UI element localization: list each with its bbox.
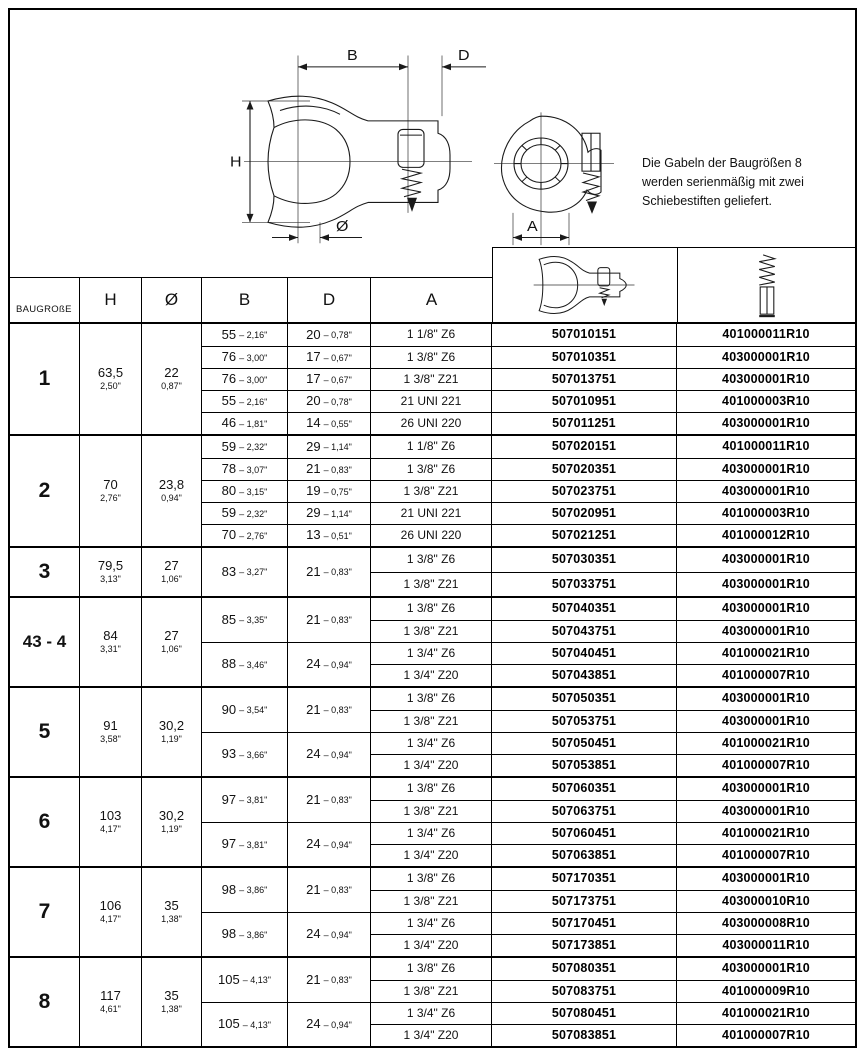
- part-number-cell: 507050351: [492, 688, 677, 710]
- d-cell: 13 – 0,51": [288, 524, 371, 546]
- a-cell: 1 3/4" Z20: [371, 664, 492, 686]
- a-cell: 21 UNI 221: [371, 502, 492, 524]
- size-group-3: [10, 548, 855, 598]
- yoke-end-view-drawing: [502, 116, 601, 212]
- a-cell: 1 3/8" Z6: [371, 598, 492, 620]
- size-group-7: [10, 868, 855, 958]
- h-cell: 117 4,61": [80, 958, 142, 1046]
- part-number-cell: 507030351: [492, 548, 677, 572]
- dia-cell: 35 1,38": [142, 958, 202, 1046]
- part-number-cell: 507011251: [492, 412, 677, 434]
- spring-drawing: [402, 169, 421, 196]
- b-cell: 93 – 3,66": [202, 732, 288, 776]
- col-header-pin: [677, 247, 855, 322]
- b-cell: 105 – 4,13": [202, 958, 288, 1002]
- a-cell: 1 3/4" Z6: [371, 822, 492, 844]
- size-cell: 6: [10, 778, 80, 866]
- dim-label-b: B: [347, 47, 358, 65]
- col-header-diameter: [142, 247, 202, 322]
- dia-cell: 30,2 1,19": [142, 688, 202, 776]
- b-cell: 80 – 3,15": [202, 480, 288, 502]
- dim-label-d: D: [457, 47, 470, 65]
- part-number-cell: 507063851: [492, 844, 677, 866]
- pin-number-cell: 403000001R10: [677, 368, 855, 390]
- a-cell: 1 3/8" Z6: [371, 458, 492, 480]
- d-cell: 20 – 0,78": [288, 324, 371, 346]
- col-header-diameter-label: Ø: [142, 277, 202, 322]
- a-cell: 26 UNI 220: [371, 412, 492, 434]
- dia-cell: 35 1,38": [142, 868, 202, 956]
- col-header-h-label: H: [80, 277, 142, 322]
- size-group-43-4: [10, 598, 855, 688]
- part-number-cell: 507010351: [492, 346, 677, 368]
- d-cell: 29 – 1,14": [288, 436, 371, 458]
- page-frame: [8, 8, 857, 1048]
- pin-number-cell: 401000007R10: [677, 844, 855, 866]
- size-cell: 43 - 4: [10, 598, 80, 686]
- pin-number-cell: 403000001R10: [677, 710, 855, 732]
- note-line-3: Schiebestiften geliefert.: [642, 193, 772, 208]
- a-cell: 1 3/8" Z21: [371, 480, 492, 502]
- col-header-d-label: D: [288, 277, 371, 322]
- a-cell: 1 3/8" Z6: [371, 688, 492, 710]
- pin-number-cell: 401000009R10: [677, 980, 855, 1002]
- b-cell: 98 – 3,86": [202, 912, 288, 956]
- a-cell: 1 3/8" Z6: [371, 778, 492, 800]
- d-cell: 21 – 0,83": [288, 688, 371, 732]
- part-number-cell: 507053851: [492, 754, 677, 776]
- b-cell: 83 – 3,27": [202, 548, 288, 596]
- part-number-cell: 507173751: [492, 890, 677, 912]
- part-number-cell: 507060451: [492, 822, 677, 844]
- a-cell: 1 3/4" Z6: [371, 732, 492, 754]
- part-number-cell: 507013751: [492, 368, 677, 390]
- col-header-h: [80, 247, 142, 322]
- dim-label-diameter: Ø: [336, 218, 349, 235]
- size-cell: 2: [10, 436, 80, 546]
- part-number-cell: 507083751: [492, 980, 677, 1002]
- d-cell: 24 – 0,94": [288, 1002, 371, 1046]
- dia-cell: 22 0,87": [142, 324, 202, 434]
- pin-number-cell: 403000001R10: [677, 958, 855, 980]
- b-cell: 98 – 3,86": [202, 868, 288, 912]
- d-cell: 21 – 0,83": [288, 778, 371, 822]
- part-number-cell: 507080451: [492, 1002, 677, 1024]
- pin-number-cell: 403000001R10: [677, 412, 855, 434]
- a-cell: 1 3/8" Z6: [371, 548, 492, 572]
- h-cell: 63,5 2,50": [80, 324, 142, 434]
- part-number-cell: 507173851: [492, 934, 677, 956]
- pin-number-cell: 403000001R10: [677, 620, 855, 642]
- table-header: [10, 247, 855, 324]
- size-group-1: [10, 324, 855, 436]
- dia-cell: 30,2 1,19": [142, 778, 202, 866]
- pin-number-cell: 403000001R10: [677, 868, 855, 890]
- d-cell: 24 – 0,94": [288, 732, 371, 776]
- part-number-cell: 507050451: [492, 732, 677, 754]
- part-number-cell: 507010151: [492, 324, 677, 346]
- pin-number-cell: 401000021R10: [677, 642, 855, 664]
- a-cell: 1 3/8" Z21: [371, 620, 492, 642]
- part-number-cell: 507023751: [492, 480, 677, 502]
- pin-number-cell: 403000001R10: [677, 598, 855, 620]
- size-group-8: [10, 958, 855, 1046]
- dim-label-h: H: [229, 153, 242, 171]
- part-number-cell: 507020951: [492, 502, 677, 524]
- a-cell: 1 3/8" Z21: [371, 710, 492, 732]
- a-cell: 1 3/8" Z6: [371, 958, 492, 980]
- col-header-baugrosse-label: BAUGROßE: [10, 277, 80, 322]
- pin-number-cell: 401000007R10: [677, 664, 855, 686]
- a-cell: 1 3/4" Z6: [371, 912, 492, 934]
- h-cell: 106 4,17": [80, 868, 142, 956]
- pin-number-cell: 403000001R10: [677, 778, 855, 800]
- b-cell: 90 – 3,54": [202, 688, 288, 732]
- note-line-1: Die Gabeln der Baugrößen 8: [642, 156, 802, 170]
- pin-number-cell: 401000012R10: [677, 524, 855, 546]
- a-cell: 1 3/4" Z20: [371, 844, 492, 866]
- size-group-2: [10, 436, 855, 548]
- b-cell: 70 – 2,76": [202, 524, 288, 546]
- pin-number-cell: 401000011R10: [677, 324, 855, 346]
- size-cell: 1: [10, 324, 80, 434]
- d-cell: 17 – 0,67": [288, 346, 371, 368]
- d-cell: 14 – 0,55": [288, 412, 371, 434]
- drawing-area: [10, 10, 855, 247]
- d-cell: 24 – 0,94": [288, 822, 371, 866]
- b-cell: 55 – 2,16": [202, 324, 288, 346]
- col-header-yoke: [492, 247, 677, 322]
- pin-number-cell: 403000001R10: [677, 480, 855, 502]
- d-cell: 21 – 0,83": [288, 548, 371, 596]
- part-number-cell: 507043751: [492, 620, 677, 642]
- part-number-cell: 507040451: [492, 642, 677, 664]
- yoke-technical-drawing: [10, 10, 855, 247]
- col-header-d: [288, 247, 371, 322]
- col-header-baugrosse: [10, 247, 80, 322]
- a-cell: 1 3/8" Z6: [371, 868, 492, 890]
- col-header-b-label: B: [202, 277, 288, 322]
- d-cell: 21 – 0,83": [288, 868, 371, 912]
- d-cell: 21 – 0,83": [288, 958, 371, 1002]
- dia-cell: 27 1,06": [142, 598, 202, 686]
- a-cell: 1 1/8" Z6: [371, 324, 492, 346]
- pin-number-cell: 403000011R10: [677, 934, 855, 956]
- part-number-cell: 507170451: [492, 912, 677, 934]
- part-number-cell: 507083851: [492, 1024, 677, 1046]
- b-cell: 105 – 4,13": [202, 1002, 288, 1046]
- a-cell: 1 3/4" Z20: [371, 1024, 492, 1046]
- pin-number-cell: 401000003R10: [677, 502, 855, 524]
- h-cell: 70 2,76": [80, 436, 142, 546]
- pin-number-cell: 401000011R10: [677, 436, 855, 458]
- pin-number-cell: 401000021R10: [677, 822, 855, 844]
- d-cell: 17 – 0,67": [288, 368, 371, 390]
- b-cell: 88 – 3,46": [202, 642, 288, 686]
- col-header-a: [371, 247, 492, 322]
- a-cell: 21 UNI 221: [371, 390, 492, 412]
- d-cell: 24 – 0,94": [288, 642, 371, 686]
- pin-number-cell: 403000001R10: [677, 800, 855, 822]
- d-cell: 21 – 0,83": [288, 598, 371, 642]
- part-number-cell: 507060351: [492, 778, 677, 800]
- pin-number-cell: 401000003R10: [677, 390, 855, 412]
- d-cell: 21 – 0,83": [288, 458, 371, 480]
- part-number-cell: 507040351: [492, 598, 677, 620]
- note-text: [642, 154, 847, 210]
- h-cell: 91 3,58": [80, 688, 142, 776]
- d-cell: 24 – 0,94": [288, 912, 371, 956]
- pin-number-cell: 403000001R10: [677, 688, 855, 710]
- pin-number-cell: 403000001R10: [677, 346, 855, 368]
- b-cell: 59 – 2,32": [202, 502, 288, 524]
- h-cell: 84 3,31": [80, 598, 142, 686]
- dia-cell: 23,8 0,94": [142, 436, 202, 546]
- a-cell: 1 3/4" Z6: [371, 1002, 492, 1024]
- size-cell: 3: [10, 548, 80, 596]
- pin-number-cell: 403000001R10: [677, 548, 855, 572]
- size-group-6: [10, 778, 855, 868]
- a-cell: 26 UNI 220: [371, 524, 492, 546]
- b-cell: 55 – 2,16": [202, 390, 288, 412]
- h-cell: 79,5 3,13": [80, 548, 142, 596]
- a-cell: 1 3/8" Z21: [371, 368, 492, 390]
- part-number-cell: 507170351: [492, 868, 677, 890]
- b-cell: 59 – 2,32": [202, 436, 288, 458]
- col-header-a-label: A: [371, 277, 492, 322]
- yoke-icon: [530, 252, 640, 318]
- spring-pin-icon: [754, 250, 780, 320]
- a-cell: 1 3/4" Z6: [371, 642, 492, 664]
- a-cell: 1 3/8" Z21: [371, 980, 492, 1002]
- pin-number-cell: 401000007R10: [677, 1024, 855, 1046]
- dia-cell: 27 1,06": [142, 548, 202, 596]
- a-cell: 1 3/4" Z20: [371, 934, 492, 956]
- size-group-5: [10, 688, 855, 778]
- part-number-cell: 507080351: [492, 958, 677, 980]
- a-cell: 1 3/4" Z20: [371, 754, 492, 776]
- pin-number-cell: 403000008R10: [677, 912, 855, 934]
- d-cell: 20 – 0,78": [288, 390, 371, 412]
- size-cell: 7: [10, 868, 80, 956]
- b-cell: 97 – 3,81": [202, 778, 288, 822]
- b-cell: 76 – 3,00": [202, 368, 288, 390]
- dim-label-a: A: [527, 218, 538, 235]
- note-line-2: werden serienmäßig mit zwei: [642, 174, 804, 189]
- a-cell: 1 3/8" Z6: [371, 346, 492, 368]
- size-cell: 8: [10, 958, 80, 1046]
- part-number-cell: 507043851: [492, 664, 677, 686]
- a-cell: 1 3/8" Z21: [371, 572, 492, 596]
- pin-number-cell: 401000021R10: [677, 732, 855, 754]
- col-header-b: [202, 247, 288, 322]
- pin-number-cell: 401000007R10: [677, 754, 855, 776]
- d-cell: 19 – 0,75": [288, 480, 371, 502]
- a-cell: 1 1/8" Z6: [371, 436, 492, 458]
- pin-number-cell: 403000010R10: [677, 890, 855, 912]
- part-number-cell: 507010951: [492, 390, 677, 412]
- b-cell: 85 – 3,35": [202, 598, 288, 642]
- size-cell: 5: [10, 688, 80, 776]
- pin-number-cell: 403000001R10: [677, 572, 855, 596]
- b-cell: 97 – 3,81": [202, 822, 288, 866]
- part-number-cell: 507020351: [492, 458, 677, 480]
- parts-table: [10, 324, 855, 1046]
- d-cell: 29 – 1,14": [288, 502, 371, 524]
- part-number-cell: 507053751: [492, 710, 677, 732]
- part-number-cell: 507033751: [492, 572, 677, 596]
- a-cell: 1 3/8" Z21: [371, 890, 492, 912]
- part-number-cell: 507063751: [492, 800, 677, 822]
- b-cell: 76 – 3,00": [202, 346, 288, 368]
- pin-number-cell: 403000001R10: [677, 458, 855, 480]
- a-cell: 1 3/8" Z21: [371, 800, 492, 822]
- pin-number-cell: 401000021R10: [677, 1002, 855, 1024]
- part-number-cell: 507021251: [492, 524, 677, 546]
- part-number-cell: 507020151: [492, 436, 677, 458]
- b-cell: 78 – 3,07": [202, 458, 288, 480]
- h-cell: 103 4,17": [80, 778, 142, 866]
- b-cell: 46 – 1,81": [202, 412, 288, 434]
